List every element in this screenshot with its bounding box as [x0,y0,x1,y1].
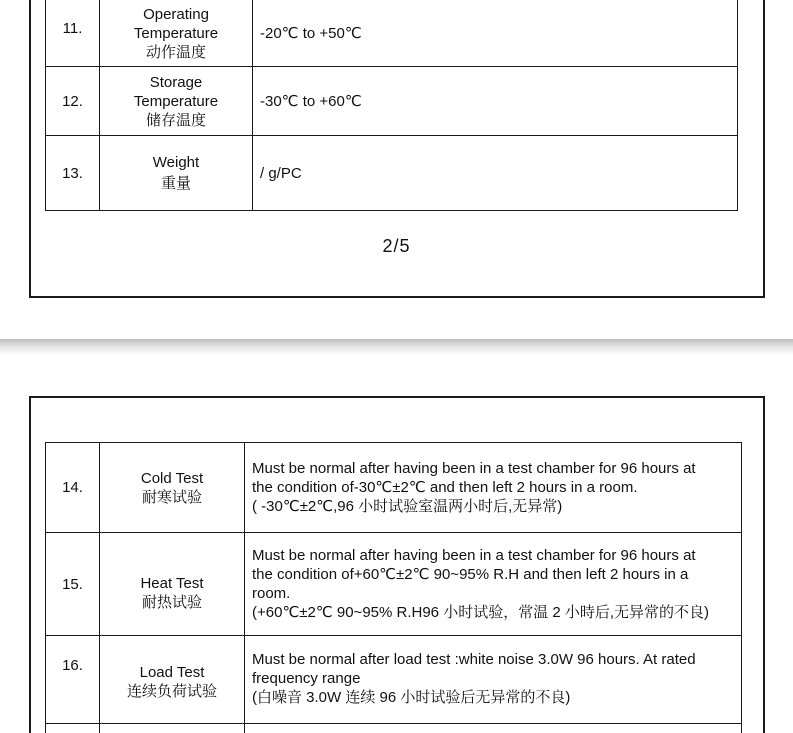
spec-line: (+60℃±2℃ 90~95% R.H96 小时试验，常温 2 小時后,无异常的不良) [252,604,710,621]
item-name-cn: 连续负荷试验 [126,683,217,700]
spec-line: Must be normal after having been in a test chamber for 96 hours at [252,460,696,477]
page-number: 2/5 [382,236,411,256]
row-number: 15. [46,533,100,636]
item-name [100,67,253,136]
item-name-line: Load Test [139,664,205,681]
item-name-cn: 重量 [160,175,191,192]
spec-description [245,533,742,636]
spec-line: frequency range [252,670,361,687]
row-number: 16. [46,636,100,724]
item-name-line: Weight [152,154,200,171]
item-name-cn: 储存温度 [145,111,206,129]
item-name-line: Storage [149,73,203,91]
spec-table-top [45,0,738,211]
spec-value: / g/PC [253,136,738,211]
spec-line: (白噪音 3.0W 连续 96 小时试验后无异常的不良) [252,689,571,706]
table-row [46,533,742,636]
page-separator [0,339,793,355]
spec-value: -20℃ to +50℃ [253,0,738,67]
spec-line: Must be normal after having been in a test chamber for 96 hours at [252,547,696,564]
spec-description [245,636,742,724]
spec-description [245,724,742,733]
table-row [46,136,738,211]
item-name [100,533,245,636]
row-number: 12. [46,67,100,136]
row-number: 14. [46,443,100,533]
spec-line: Must be normal after load test :white noise 3.0W 96 hours. At rated [252,651,696,668]
item-name [100,443,245,533]
item-name-line: Temperature [133,92,219,110]
spec-line: ( -30℃±2℃,96 小时试验室温两小时后,无异常) [252,498,563,515]
item-name-line: Cold Test [140,469,204,487]
item-name-line: Operating [143,6,209,23]
item-name-cn: 动作温度 [145,44,206,61]
item-name-line: Heat Test [140,575,204,592]
spec-line: the condition of+60℃±2℃ 90~95% R.H and then left 2 hours in a [252,566,689,583]
item-name [100,136,253,211]
spec-line: the condition of-30℃±2℃ and then left 2 hours in a room. [252,479,638,496]
table-row [46,0,738,67]
table-row [46,636,742,724]
row-number [46,724,100,733]
item-name [100,724,245,733]
table-row [46,443,742,533]
spec-value: -30℃ to +60℃ [253,67,738,136]
row-number: 13. [46,136,100,211]
item-name-cn: 耐寒试验 [141,488,202,506]
spec-line: room. [252,585,291,602]
item-name-cn: 耐热试验 [141,594,202,611]
item-name [100,636,245,724]
item-name-line: Temperature [133,25,219,42]
row-number: 11. [46,0,100,67]
item-name [100,0,253,67]
spec-description [245,443,742,533]
spec-table-bottom [45,442,742,733]
table-row [46,724,742,733]
table-row [46,67,738,136]
